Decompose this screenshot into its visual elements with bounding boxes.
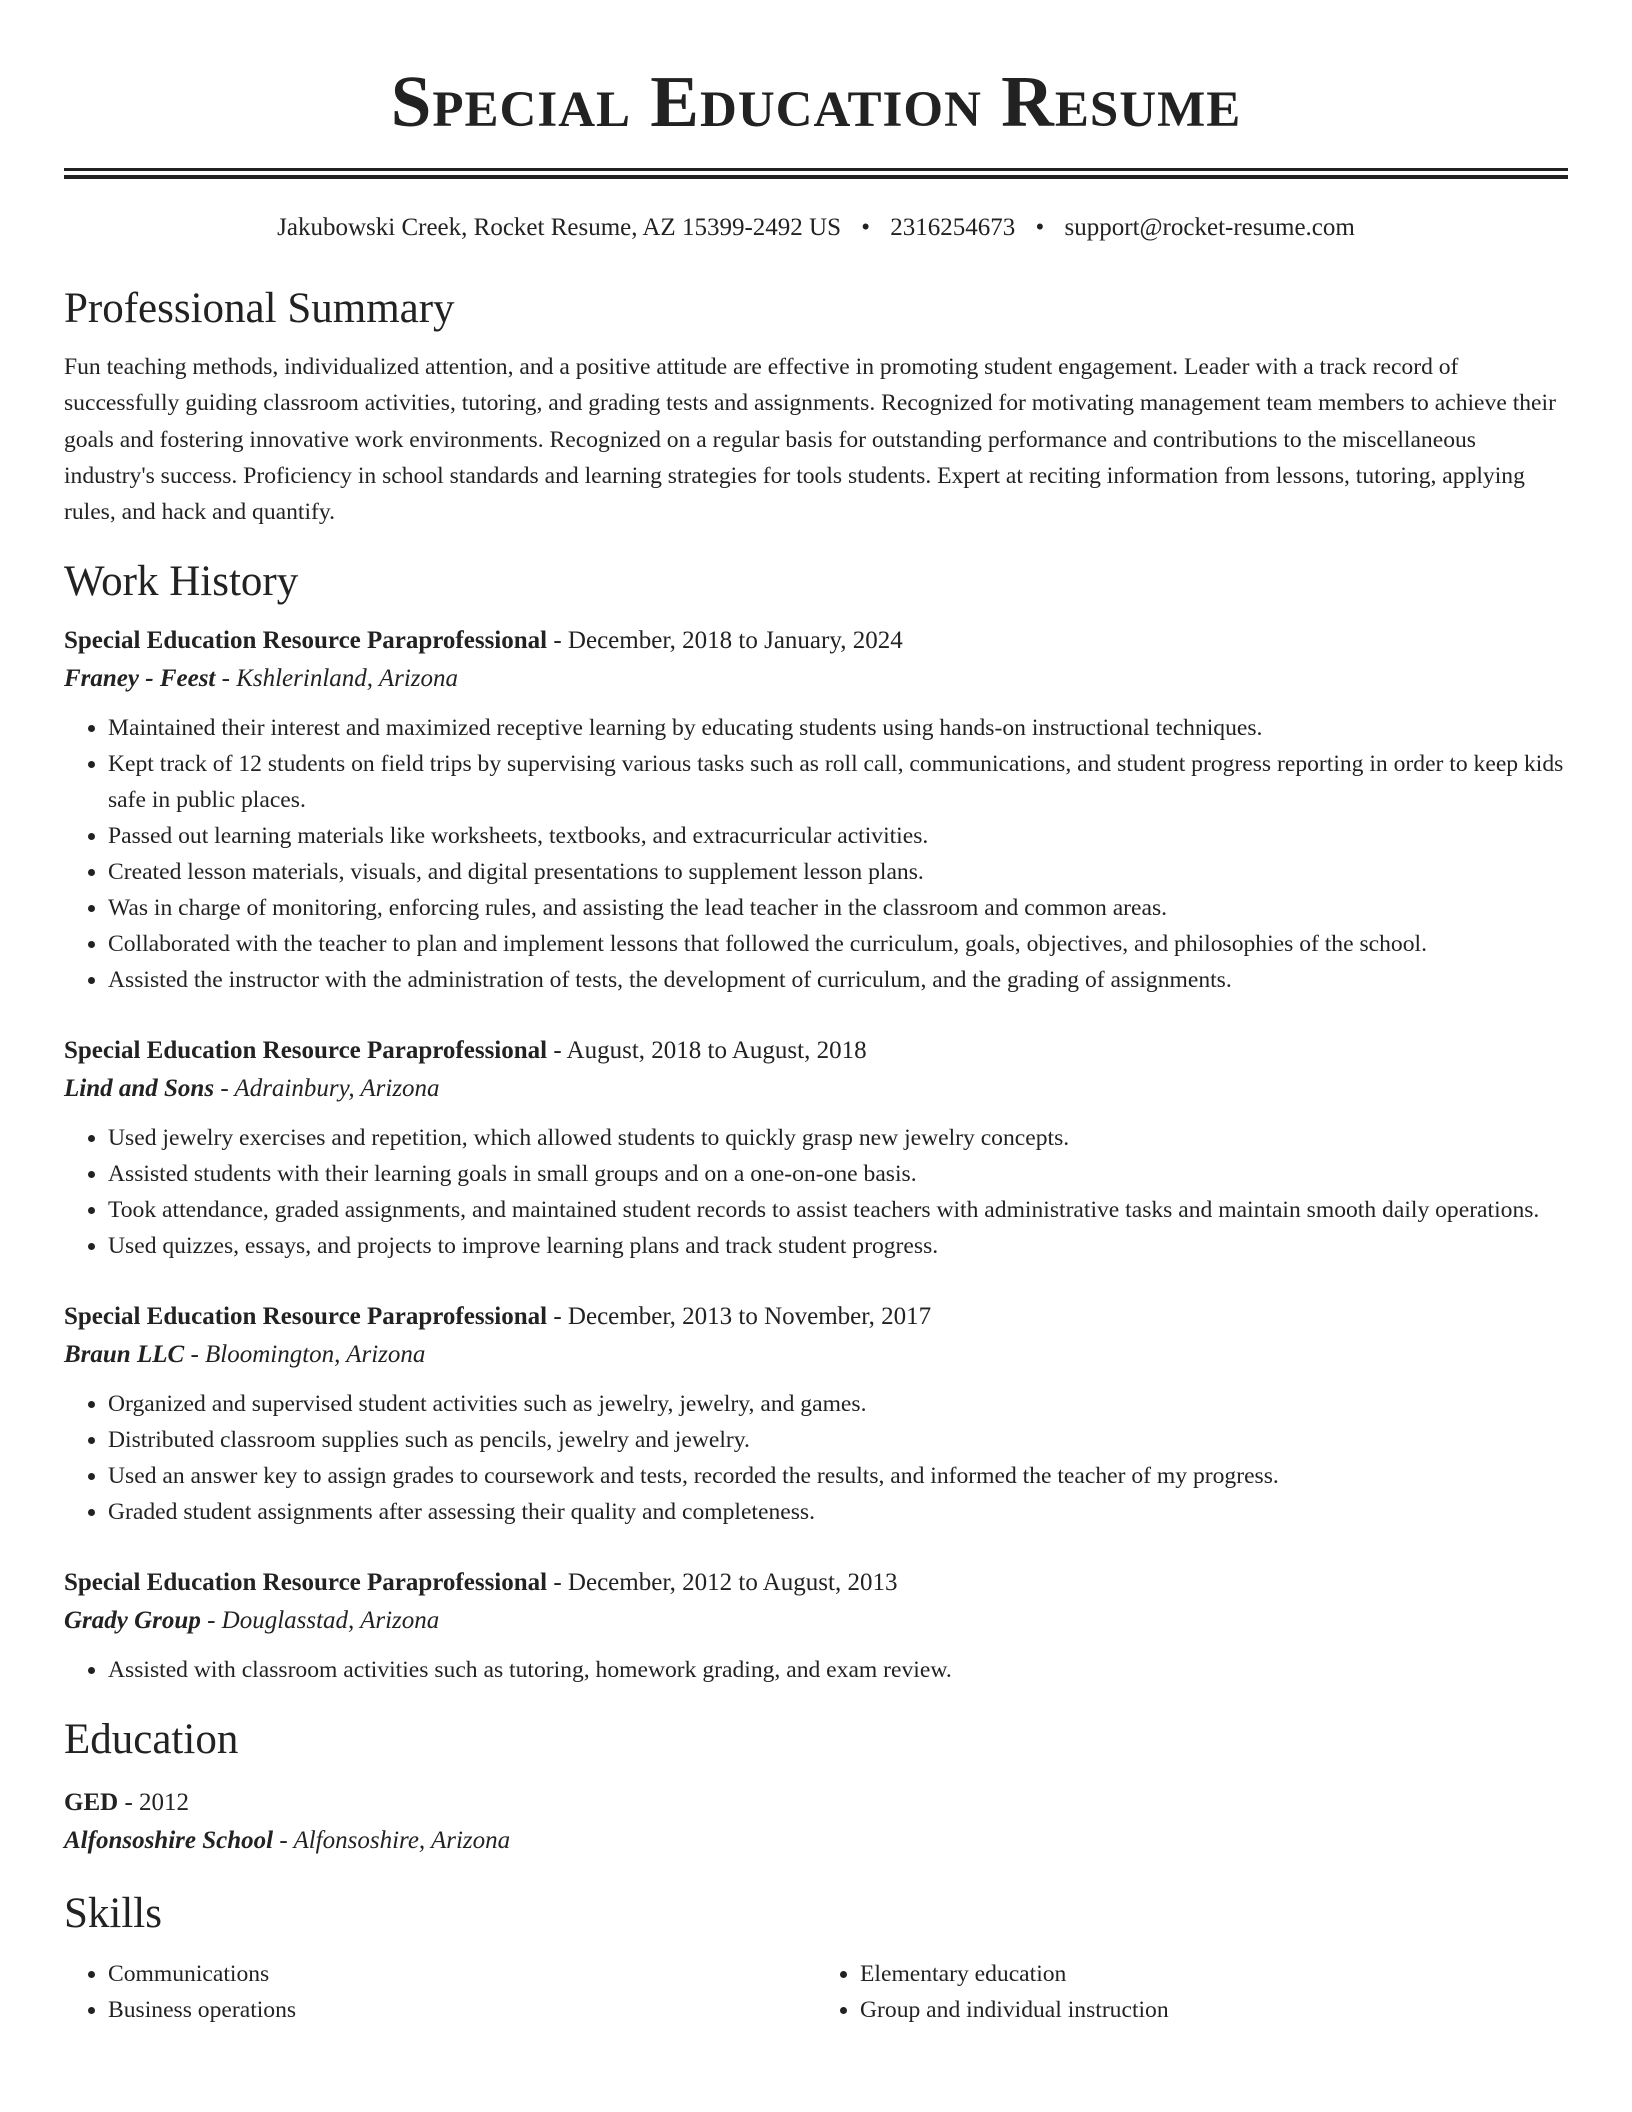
section-title-work-history: Work History	[64, 558, 299, 606]
contact-email: support@rocket-resume.com	[1064, 214, 1355, 241]
contact-phone: 2316254673	[890, 214, 1016, 241]
job-entry	[64, 1564, 1568, 1688]
list-item: • Organized and supervised student activities such as jewelry, jewelry, and games.	[108, 1386, 1568, 1422]
bullet-separator: •	[861, 214, 871, 241]
skills-column-right	[816, 1956, 1568, 2028]
job-title-line	[64, 1298, 1568, 1336]
skills-list	[64, 1956, 1568, 2028]
job-title-line	[64, 622, 1568, 660]
degree: GED	[64, 1789, 119, 1817]
list-item: • Was in charge of monitoring, enforcing rules, and assisting the lead teacher in the classroom and common areas.	[108, 890, 1568, 926]
company-location: - Adrainbury, Arizona	[214, 1075, 440, 1103]
skill-item: • Group and individual instruction	[860, 1992, 1568, 2028]
company-name: Braun LLC	[64, 1341, 185, 1369]
job-title-line	[64, 1032, 1568, 1070]
job-title-line	[64, 1564, 1568, 1602]
list-item: • Created lesson materials, visuals, and digital presentations to supplement lesson plans.	[108, 854, 1568, 890]
bullet-separator: •	[1035, 214, 1045, 241]
company-line	[64, 1070, 1568, 1108]
list-item: • Assisted with classroom activities such as tutoring, homework grading, and exam review.	[108, 1652, 1568, 1688]
company-location: - Bloomington, Arizona	[184, 1341, 426, 1369]
company-name: Franey - Feest	[64, 665, 216, 693]
contact-line	[64, 213, 1568, 243]
list-item: • Collaborated with the teacher to plan and implement lessons that followed the curriculum, goals, objectives, and philosophies of the school.	[108, 926, 1568, 962]
job-entry	[64, 622, 1568, 998]
skill-item: • Communications	[108, 1956, 816, 1992]
company-name: Lind and Sons	[64, 1075, 215, 1103]
job-dates: - December, 2018 to January, 2024	[547, 627, 903, 655]
title-divider	[64, 168, 1568, 179]
job-bullets	[64, 710, 1568, 998]
job-bullets	[64, 1120, 1568, 1264]
education-entry	[64, 1784, 1568, 1860]
section-title-summary: Professional Summary	[64, 285, 455, 332]
list-item: • Distributed classroom supplies such as pencils, jewelry and jewelry.	[108, 1422, 1568, 1458]
resume-title: Special Education Resume	[390, 61, 1242, 142]
job-bullets	[64, 1386, 1568, 1530]
job-role: Special Education Resource Paraprofessional	[64, 1037, 548, 1065]
list-item: • Graded student assignments after assessing their quality and completeness.	[108, 1494, 1568, 1530]
job-role: Special Education Resource Paraprofessional	[64, 1303, 548, 1331]
degree-year: - 2012	[118, 1789, 190, 1817]
list-item: • Kept track of 12 students on field trips by supervising various tasks such as roll call, communications, and student progress reporting in order to keep kids safe in public places.	[108, 746, 1568, 818]
job-dates: - August, 2018 to August, 2018	[547, 1037, 867, 1065]
summary-text: Fun teaching methods, individualized attention, and a positive attitude are effective in promoting student engagement. Leader with a track record of successfully guiding classroom activities, tutoring, and grading tests and assignments. Recognized for motivating management team members to achieve their goals and fostering innovative work environments. Recognized on a regular basis for outstanding performance and contributions to the miscellaneous industry's success. Proficiency in school standards and learning strategies for tools students. Expert at reciting information from lessons, tutoring, applying rules, and hack and quantify.	[64, 354, 1556, 526]
list-item: • Used an answer key to assign grades to coursework and tests, recorded the results, and informed the teacher of my progress.	[108, 1458, 1568, 1494]
skill-item: • Business operations	[108, 1992, 816, 2028]
company-line	[64, 1336, 1568, 1374]
skills-column-left	[64, 1956, 816, 2028]
school-location: - Alfonsoshire, Arizona	[273, 1827, 511, 1855]
job-bullets	[64, 1652, 1568, 1688]
list-item: • Assisted the instructor with the administration of tests, the development of curriculum, and the grading of assignments.	[108, 962, 1568, 998]
company-name: Grady Group	[64, 1607, 201, 1635]
list-item: • Assisted students with their learning goals in small groups and on a one-on-one basis.	[108, 1156, 1568, 1192]
company-location: - Douglasstad, Arizona	[200, 1607, 440, 1635]
section-title-skills: Skills	[64, 1890, 162, 1938]
list-item: • Used quizzes, essays, and projects to improve learning plans and track student progress.	[108, 1228, 1568, 1264]
school-line	[64, 1822, 1568, 1860]
company-location: - Kshlerinland, Arizona	[215, 665, 458, 693]
job-entry	[64, 1298, 1568, 1530]
list-item: • Passed out learning materials like worksheets, textbooks, and extracurricular activities.	[108, 818, 1568, 854]
company-line	[64, 1602, 1568, 1640]
list-item: • Took attendance, graded assignments, and maintained student records to assist teachers with administrative tasks and maintain smooth daily operations.	[108, 1192, 1568, 1228]
list-item: • Used jewelry exercises and repetition, which allowed students to quickly grasp new jewelry concepts.	[108, 1120, 1568, 1156]
school-name: Alfonsoshire School	[64, 1827, 274, 1855]
degree-line	[64, 1784, 1568, 1822]
job-dates: - December, 2012 to August, 2013	[547, 1569, 898, 1597]
job-dates: - December, 2013 to November, 2017	[547, 1303, 932, 1331]
job-role: Special Education Resource Paraprofessional	[64, 1569, 548, 1597]
contact-address: Jakubowski Creek, Rocket Resume, AZ 15399-2492 US	[277, 214, 841, 241]
job-role: Special Education Resource Paraprofessional	[64, 627, 548, 655]
skill-item: • Elementary education	[860, 1956, 1568, 1992]
list-item: • Maintained their interest and maximized receptive learning by educating students using hands-on instructional techniques.	[108, 710, 1568, 746]
job-entry	[64, 1032, 1568, 1264]
company-line	[64, 660, 1568, 698]
section-title-education: Education	[64, 1716, 239, 1764]
